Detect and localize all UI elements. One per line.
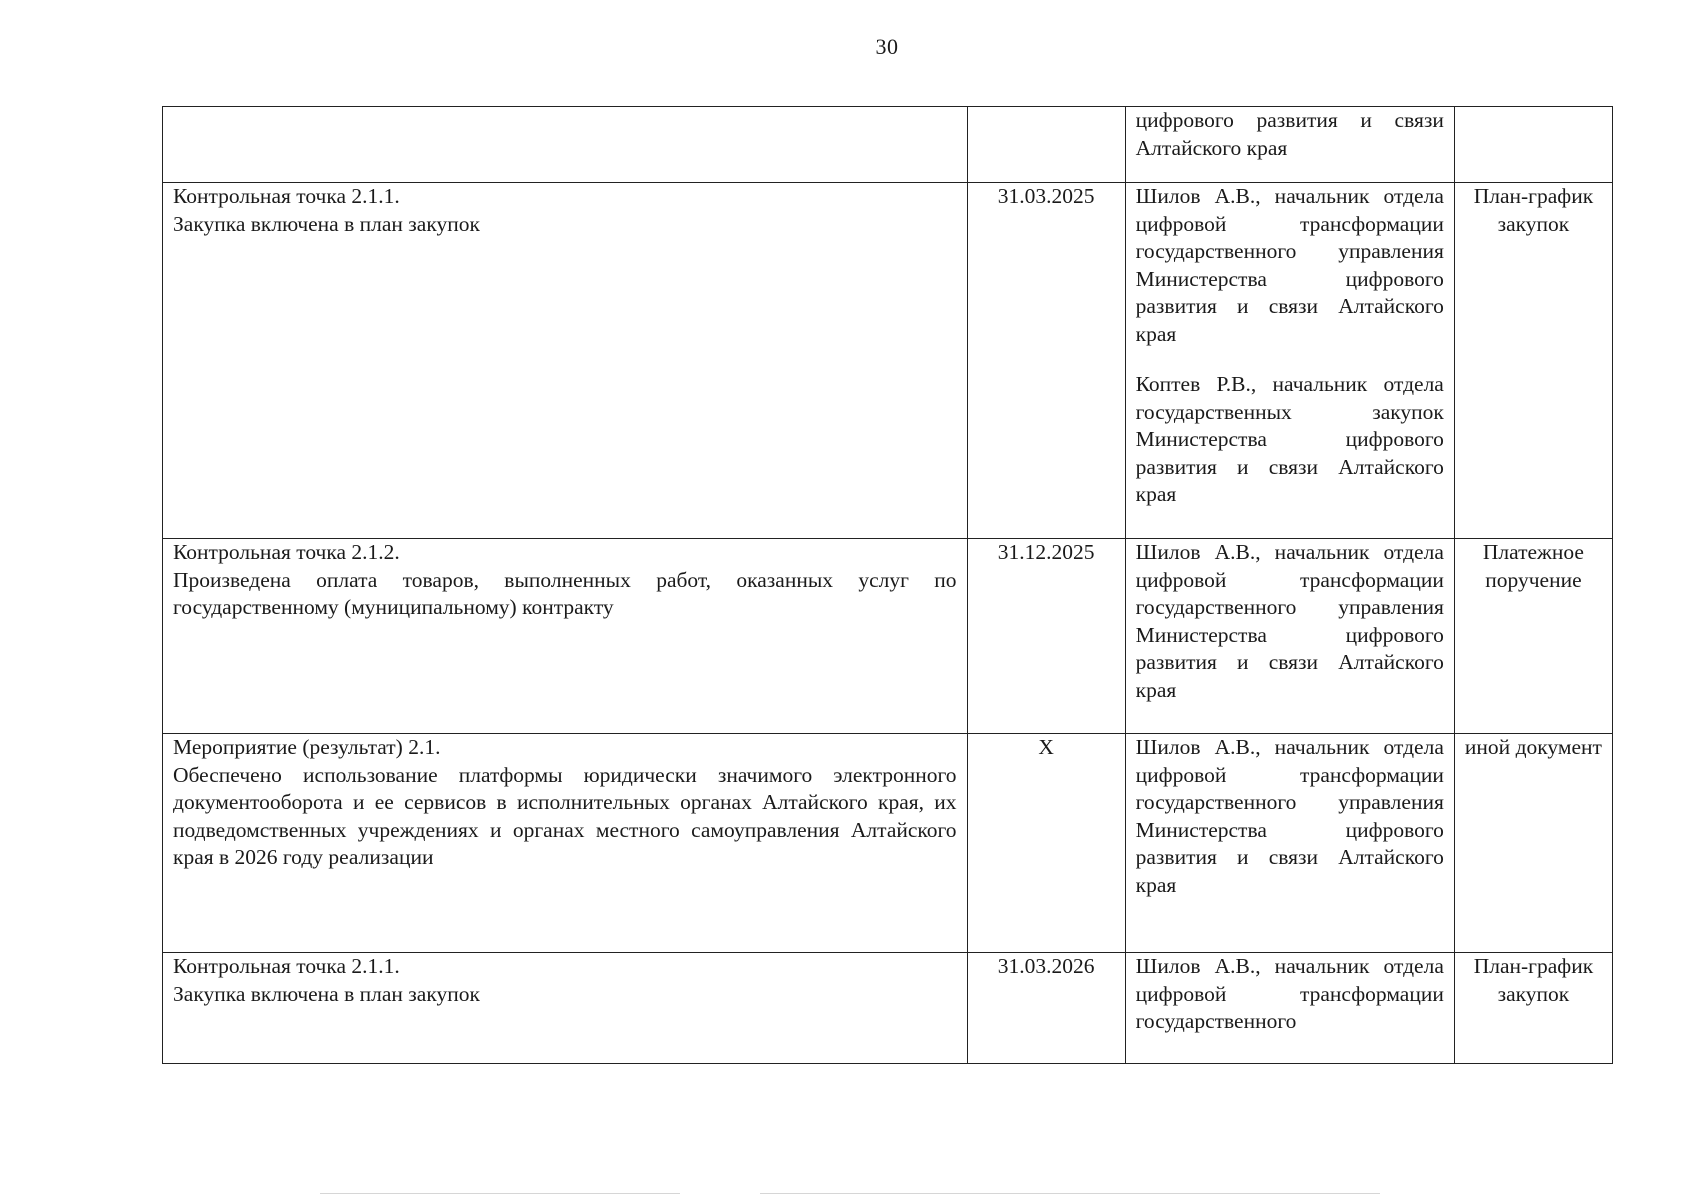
item-cell: [163, 183, 968, 539]
responsible-person: Шилов А.В., начальник отдела цифровой трансформации государственного управления Министерства цифрового развития и связи Алтайского края: [1135, 184, 1444, 346]
item-description: Закупка включена в план закупок: [173, 211, 480, 236]
deadline-cell: 31.03.2026: [967, 953, 1125, 1064]
responsible-cell: [1125, 734, 1454, 953]
document-cell: План-график закупок: [1454, 183, 1612, 539]
item-cell: [163, 539, 968, 734]
item-description: Закупка включена в план закупок: [173, 981, 480, 1006]
table-row: [163, 183, 1613, 539]
responsible-person: Шилов А.В., начальник отдела цифровой трансформации государственного управления Министерства цифрового развития и связи Алтайского края: [1135, 540, 1444, 702]
scan-artifact: [320, 1193, 680, 1194]
item-cell: [163, 953, 968, 1064]
table-row: [163, 107, 1613, 183]
responsible-cell: [1125, 539, 1454, 734]
page-number: 30: [875, 34, 899, 59]
item-cell: [163, 734, 968, 953]
table-row: [163, 539, 1613, 734]
document-cell: иной документ: [1454, 734, 1612, 953]
table-row: [163, 953, 1613, 1064]
scan-artifact: [760, 1193, 1380, 1194]
deadline-cell: 31.12.2025: [967, 539, 1125, 734]
responsible-cell: [1125, 183, 1454, 539]
responsible-person: Шилов А.В., начальник отдела цифровой трансформации государственного: [1135, 954, 1444, 1033]
item-title: Мероприятие (результат) 2.1.: [173, 735, 441, 759]
item-title: Контрольная точка 2.1.1.: [173, 184, 400, 208]
responsible-cell: [1125, 953, 1454, 1064]
deadline-cell: 31.03.2025: [967, 183, 1125, 539]
document-cell: План-график закупок: [1454, 953, 1612, 1064]
table-row: [163, 734, 1613, 953]
deadline-cell: [967, 107, 1125, 183]
item-description: Обеспечено использование платформы юридически значимого электронного документооборота и ее сервисов в исполнительных органах Алтайского края, их подведомственных учреждениях и органах местного самоуправления Алтайского края в 2026 году реализации: [173, 762, 957, 869]
document-cell: Платежное поручение: [1454, 539, 1612, 734]
responsible-person: Коптев Р.В., начальник отдела государственных закупок Министерства цифрового развития и связи Алтайского края: [1135, 372, 1444, 506]
responsible-person: цифрового развития и связи Алтайского края: [1135, 108, 1444, 160]
responsible-person: Шилов А.В., начальник отдела цифровой трансформации государственного управления Министерства цифрового развития и связи Алтайского края: [1135, 735, 1444, 897]
item-title: Контрольная точка 2.1.1.: [173, 954, 400, 978]
item-cell: [163, 107, 968, 183]
plan-table: [162, 106, 1613, 1064]
document-cell: [1454, 107, 1612, 183]
responsible-cell: [1125, 107, 1454, 183]
deadline-cell: X: [967, 734, 1125, 953]
item-title: Контрольная точка 2.1.2.: [173, 540, 400, 564]
item-description: Произведена оплата товаров, выполненных работ, оказанных услуг по государственному (муниципальному) контракту: [173, 567, 957, 619]
